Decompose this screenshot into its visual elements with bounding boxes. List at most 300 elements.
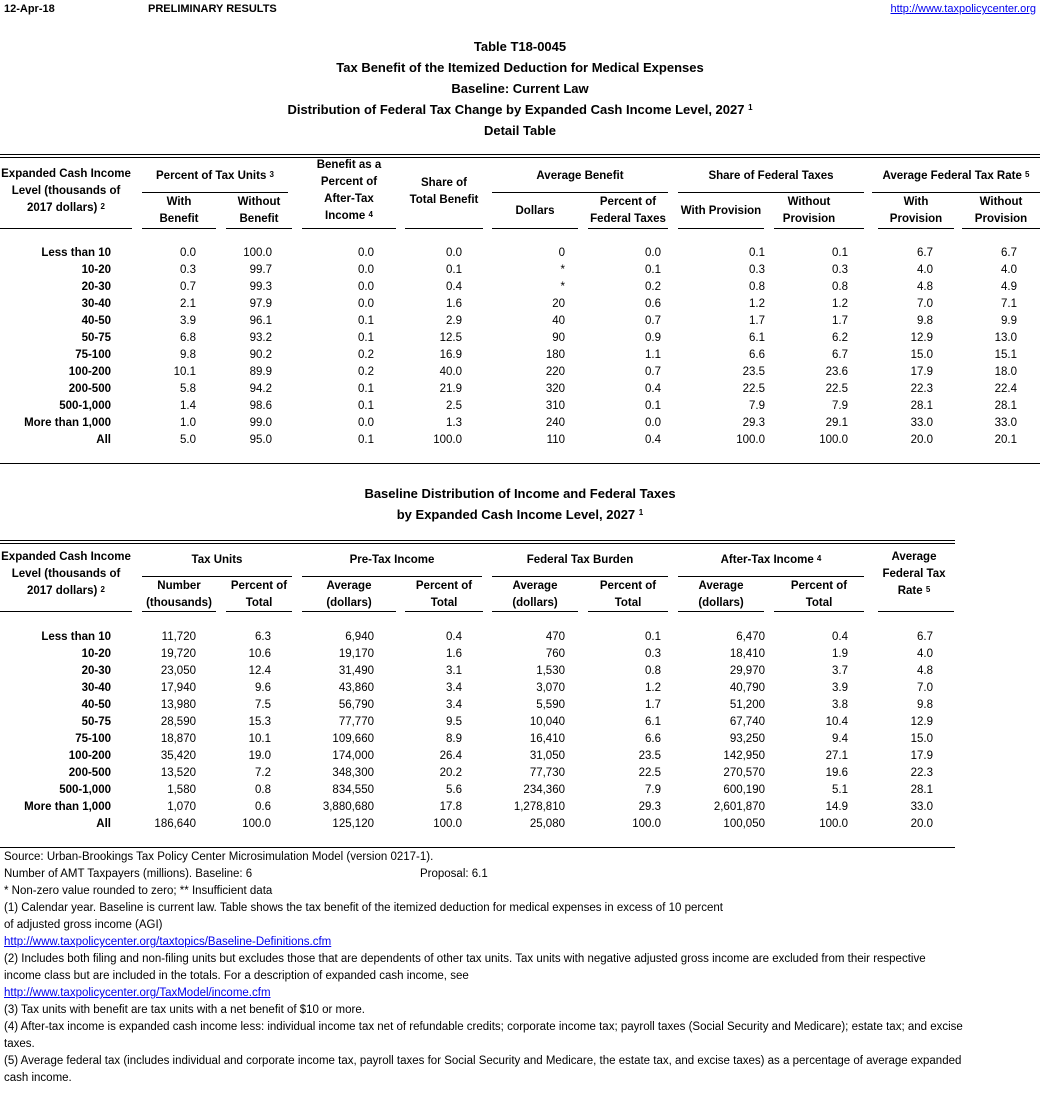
cell-value: 12.5	[439, 332, 462, 344]
row-label: All	[96, 434, 111, 446]
cell-value: 4.8	[917, 281, 933, 293]
t1-col-share-fed: Share of Federal Taxes	[708, 170, 834, 182]
cell-value: 90.2	[249, 349, 272, 361]
cell-value: 470	[545, 631, 565, 643]
table1-top-rule	[0, 154, 1040, 158]
report-date: 12-Apr-18	[4, 3, 55, 15]
t1-col-share-benefit: Share of Total Benefit	[409, 177, 479, 206]
cell-value: 4.9	[1001, 281, 1017, 293]
table-row	[0, 245, 1040, 262]
t1-col-rate-with: With Provision	[889, 196, 943, 225]
cell-value: 0.1	[358, 383, 374, 395]
website-link[interactable]: http://www.taxpolicycenter.org	[890, 3, 1036, 15]
cell-value: 6.7	[1001, 247, 1017, 259]
baseline-label: Baseline: Current Law	[451, 81, 589, 96]
cell-value: 320	[545, 383, 565, 395]
cell-value: 9.6	[255, 682, 271, 694]
cell-value: 20.0	[910, 434, 933, 446]
cell-value: 125,120	[332, 818, 374, 830]
cell-value: 7.0	[917, 298, 933, 310]
cell-value: 16,410	[529, 733, 565, 745]
footnotes	[4, 849, 1038, 1087]
cell-value: 22.3	[910, 767, 933, 779]
cell-value: 0.8	[645, 665, 661, 677]
cell-value: 93.2	[249, 332, 272, 344]
row-label: 100-200	[68, 366, 111, 378]
page-header	[4, 3, 1036, 19]
cell-value: 0.3	[749, 264, 765, 276]
table-row	[0, 381, 1040, 398]
t2-col-burden-avg: Average (dollars)	[512, 580, 558, 609]
table-row	[0, 364, 1040, 381]
table-row	[0, 714, 1040, 731]
cell-value: 348,300	[332, 767, 374, 779]
cell-value: 834,550	[332, 784, 374, 796]
cell-value: 98.6	[249, 400, 272, 412]
table-titles	[0, 36, 1040, 141]
cell-value: 3.1	[446, 665, 462, 677]
cell-value: 9.5	[446, 716, 462, 728]
footnote-5: (5) Average federal tax (includes individual and corporate income tax, payroll taxes for Social Security and Medicare, the estate tax, and excise taxes) as a percentage of average expanded	[4, 1055, 962, 1067]
t1-col-with-benefit: With Benefit	[159, 196, 199, 225]
cell-value: 23.5	[742, 366, 765, 378]
row-label: 30-40	[81, 298, 111, 310]
cell-value: 10.1	[248, 733, 271, 745]
footnote-3: (3) Tax units with benefit are tax units with a net benefit of $10 or more.	[4, 1004, 365, 1016]
cell-value: 0.1	[358, 434, 374, 446]
footnote-4: (4) After-tax income is expanded cash income less: individual income tax net of refundable credits; corporate income tax; payroll taxes (Social Security and Medicare); estate tax; and excise	[4, 1021, 963, 1033]
cell-value: 186,640	[154, 818, 196, 830]
table-row	[0, 799, 1040, 816]
table2-subtitle: by Expanded Cash Income Level, 2027 $^1$	[396, 507, 644, 522]
cell-value: 0.2	[645, 281, 661, 293]
cell-value: 1.2	[832, 298, 848, 310]
table-row	[0, 646, 1040, 663]
cell-value: 23.6	[825, 366, 848, 378]
cell-value: 0.9	[645, 332, 661, 344]
cell-value: 0.1	[749, 247, 765, 259]
row-label: More than 1,000	[24, 801, 111, 813]
cell-value: 25,080	[529, 818, 565, 830]
cell-value: 29.3	[742, 417, 765, 429]
footnote-4-cont: taxes.	[4, 1038, 35, 1050]
cell-value: 28,590	[160, 716, 196, 728]
cell-value: 23,050	[160, 665, 196, 677]
cell-value: 22.5	[825, 383, 848, 395]
cell-value: 18,410	[729, 648, 765, 660]
cell-value: 0.0	[358, 281, 374, 293]
cell-value: 1.6	[446, 648, 462, 660]
cell-value: 29.3	[638, 801, 661, 813]
cell-value: 1.0	[180, 417, 196, 429]
table-row	[0, 347, 1040, 364]
cell-value: 12.9	[910, 716, 933, 728]
cell-value: 220	[545, 366, 565, 378]
table-row	[0, 313, 1040, 330]
table2-title: Baseline Distribution of Income and Federal Taxes	[364, 486, 676, 501]
cell-value: 0.1	[645, 264, 661, 276]
table-row	[0, 697, 1040, 714]
cell-value: 0.0	[358, 298, 374, 310]
cell-value: 0.0	[358, 247, 374, 259]
row-label: 100-200	[68, 750, 111, 762]
cell-value: 0.2	[358, 366, 374, 378]
t1-col-dollars: Dollars	[515, 205, 555, 217]
cell-value: 4.0	[917, 264, 933, 276]
cell-value: 15.3	[248, 716, 271, 728]
cell-value: 6.6	[749, 349, 765, 361]
cell-value: 0.2	[358, 349, 374, 361]
cell-value: 22.4	[994, 383, 1017, 395]
cell-value: 13,520	[160, 767, 196, 779]
row-label: 40-50	[81, 699, 111, 711]
cell-value: 99.3	[249, 281, 272, 293]
cell-value: 0.8	[832, 281, 848, 293]
cell-value: 3.9	[832, 682, 848, 694]
cell-value: 142,950	[723, 750, 765, 762]
cell-value: *	[560, 264, 565, 276]
table-row	[0, 765, 1040, 782]
cell-value: 7.1	[1001, 298, 1017, 310]
status-label: PRELIMINARY RESULTS	[148, 3, 277, 15]
cell-value: 0.0	[645, 417, 661, 429]
cell-value: 10.6	[248, 648, 271, 660]
cell-value: 5.8	[180, 383, 196, 395]
cell-value: 0.6	[255, 801, 271, 813]
t1-col-with-provision: With Provision	[680, 205, 762, 217]
t2-col-aftertax-pct: Percent of Total	[790, 580, 848, 609]
cell-value: 26.4	[439, 750, 462, 762]
footnote-1-cont: of adjusted gross income (AGI)	[4, 919, 163, 931]
row-label: 10-20	[81, 648, 111, 660]
cell-value: 22.3	[910, 383, 933, 395]
t2-col-fed-burden: Federal Tax Burden	[526, 554, 634, 566]
t2-col-income-level: Expanded Cash Income Level (thousands of 2017 dollars) $^2$	[1, 551, 131, 597]
cell-value: 0.1	[358, 332, 374, 344]
cell-value: 2.1	[180, 298, 196, 310]
t2-col-pretax-avg: Average (dollars)	[326, 580, 372, 609]
cell-value: 6,940	[345, 631, 374, 643]
cell-value: 89.9	[249, 366, 272, 378]
cell-value: 0.0	[358, 264, 374, 276]
row-label: 10-20	[81, 264, 111, 276]
cell-value: 0.7	[645, 315, 661, 327]
table-row	[0, 816, 1040, 833]
cell-value: 51,200	[729, 699, 765, 711]
cell-value: 1.4	[180, 400, 196, 412]
cell-value: 18,870	[160, 733, 196, 745]
cell-value: 23.5	[638, 750, 661, 762]
cell-value: 9.9	[1001, 315, 1017, 327]
cell-value: 77,770	[338, 716, 374, 728]
cell-value: 110	[546, 434, 565, 446]
table-row	[0, 680, 1040, 697]
t2-col-aftertax: After-Tax Income $^4$	[720, 554, 822, 566]
cell-value: 1.9	[832, 648, 848, 660]
table-row	[0, 731, 1040, 748]
cell-value: 1.3	[446, 417, 462, 429]
cell-value: 0.4	[645, 383, 661, 395]
t1-col-without-benefit: Without Benefit	[237, 196, 281, 225]
table-row	[0, 629, 1040, 646]
cell-value: 3.4	[446, 682, 462, 694]
cell-value: 56,790	[338, 699, 374, 711]
cell-value: 17.9	[910, 750, 933, 762]
cell-value: 19,720	[160, 648, 196, 660]
cell-value: 100.0	[433, 434, 462, 446]
cell-value: 0.1	[645, 631, 661, 643]
cell-value: 15.0	[910, 349, 933, 361]
t2-col-aftertax-avg: Average (dollars)	[698, 580, 744, 609]
cell-value: 0.7	[645, 366, 661, 378]
cell-value: 13.0	[994, 332, 1017, 344]
cell-value: 2.5	[446, 400, 462, 412]
cell-value: 0.3	[180, 264, 196, 276]
cell-value: 0.4	[832, 631, 848, 643]
cell-value: 3.8	[832, 699, 848, 711]
cell-value: 16.9	[439, 349, 462, 361]
cell-value: 100.0	[243, 247, 272, 259]
cell-value: 0	[558, 247, 565, 259]
t2-col-tax-units: Tax Units	[191, 554, 243, 566]
cell-value: 90	[552, 332, 565, 344]
cell-value: 234,360	[523, 784, 565, 796]
cell-value: 7.9	[832, 400, 848, 412]
t1-col-avg-benefit: Average Benefit	[536, 170, 624, 182]
cell-value: 95.0	[249, 434, 272, 446]
cell-value: 1.7	[645, 699, 661, 711]
cell-value: 19,170	[338, 648, 374, 660]
cell-value: 20.1	[994, 434, 1017, 446]
cell-value: 6.2	[832, 332, 848, 344]
t1-col-pct-units: Percent of Tax Units $^3$	[156, 170, 274, 182]
cell-value: 1,580	[167, 784, 196, 796]
cell-value: 6.7	[832, 349, 848, 361]
legend-note: * Non-zero value rounded to zero; ** Insufficient data	[4, 885, 273, 897]
cell-value: 10,040	[529, 716, 565, 728]
row-label: 200-500	[68, 383, 111, 395]
table-row	[0, 398, 1040, 415]
cell-value: 13,980	[160, 699, 196, 711]
row-label: Less than 10	[41, 247, 111, 259]
cell-value: 22.5	[742, 383, 765, 395]
cell-value: 0.8	[255, 784, 271, 796]
cell-value: 7.9	[749, 400, 765, 412]
table-row	[0, 330, 1040, 347]
cell-value: 17.8	[439, 801, 462, 813]
cell-value: 0.0	[180, 247, 196, 259]
cell-value: 0.1	[358, 400, 374, 412]
cell-value: 10.1	[173, 366, 196, 378]
row-label: 40-50	[81, 315, 111, 327]
footnote-1: (1) Calendar year. Baseline is current law. Table shows the tax benefit of the itemized deduction for medical expenses in excess of 10 percent	[4, 902, 723, 914]
t2-col-units-pct: Percent of Total	[230, 580, 288, 609]
table2-top-rule	[0, 540, 955, 544]
cell-value: 1.2	[749, 298, 765, 310]
cell-value: 174,000	[332, 750, 374, 762]
footnote-2-cont: income class but are included in the totals. For a description of expanded cash income, see	[4, 970, 469, 982]
table-row	[0, 415, 1040, 432]
cell-value: 7.9	[645, 784, 661, 796]
cell-value: 5.0	[180, 434, 196, 446]
cell-value: 6.8	[180, 332, 196, 344]
cell-value: 6.7	[917, 631, 933, 643]
table-row	[0, 262, 1040, 279]
cell-value: 109,660	[332, 733, 374, 745]
row-label: 30-40	[81, 682, 111, 694]
cell-value: 67,740	[729, 716, 765, 728]
cell-value: 4.8	[917, 665, 933, 677]
table-row	[0, 663, 1040, 680]
cell-value: 0.4	[645, 434, 661, 446]
cell-value: 10.4	[825, 716, 848, 728]
cell-value: 2,601,870	[713, 801, 765, 813]
cell-value: 6.3	[255, 631, 271, 643]
table-subtitle: Distribution of Federal Tax Change by Expanded Cash Income Level, 2027 $^1$	[287, 102, 753, 117]
cell-value: 100.0	[736, 434, 765, 446]
cell-value: 40	[552, 315, 565, 327]
cell-value: 9.8	[917, 699, 933, 711]
row-label: More than 1,000	[24, 417, 111, 429]
t2-col-pretax-pct: Percent of Total	[415, 580, 473, 609]
t1-col-without-provision: Without Provision	[782, 196, 836, 225]
cell-value: 1.6	[446, 298, 462, 310]
cell-value: 43,860	[338, 682, 374, 694]
cell-value: 0.6	[645, 298, 661, 310]
cell-value: 7.5	[255, 699, 271, 711]
cell-value: 20.0	[910, 818, 933, 830]
t2-col-avg-rate: Average Federal Tax Rate $^5$	[882, 551, 946, 597]
cell-value: 0.1	[832, 247, 848, 259]
cell-value: 240	[545, 417, 565, 429]
cell-value: 5,590	[536, 699, 565, 711]
row-label: 75-100	[75, 733, 111, 745]
cell-value: 2.9	[446, 315, 462, 327]
cell-value: 7.2	[255, 767, 271, 779]
cell-value: 9.8	[917, 315, 933, 327]
table-row	[0, 279, 1040, 296]
cell-value: 1,530	[536, 665, 565, 677]
cell-value: 93,250	[729, 733, 765, 745]
row-label: Less than 10	[41, 631, 111, 643]
cell-value: 9.4	[832, 733, 848, 745]
t1-col-income-level: Expanded Cash Income Level (thousands of 2017 dollars) $^2$	[1, 168, 131, 214]
cell-value: 15.0	[910, 733, 933, 745]
baseline-definitions-link[interactable]: http://www.taxpolicycenter.org/taxtopics/Baseline-Definitions.cfm	[4, 936, 332, 948]
cell-value: 180	[545, 349, 565, 361]
cell-value: 6.7	[917, 247, 933, 259]
cell-value: 99.0	[249, 417, 272, 429]
cell-value: 19.0	[248, 750, 271, 762]
cell-value: 1.7	[749, 315, 765, 327]
cell-value: 96.1	[249, 315, 272, 327]
row-label: 200-500	[68, 767, 111, 779]
cell-value: 760	[545, 648, 565, 660]
row-label: 50-75	[81, 332, 111, 344]
cell-value: 100.0	[433, 818, 462, 830]
cell-value: 100,050	[723, 818, 765, 830]
cell-value: 17,940	[160, 682, 196, 694]
cell-value: 3,880,680	[322, 801, 374, 813]
t2-col-burden-pct: Percent of Total	[599, 580, 657, 609]
cell-value: 22.5	[638, 767, 661, 779]
cell-value: 0.1	[645, 400, 661, 412]
cell-value: 29,970	[729, 665, 765, 677]
cell-value: 270,570	[723, 767, 765, 779]
cell-value: 6.6	[645, 733, 661, 745]
cell-value: 14.9	[825, 801, 848, 813]
cell-value: *	[560, 281, 565, 293]
detail-label: Detail Table	[483, 123, 556, 138]
cell-value: 40.0	[439, 366, 462, 378]
cell-value: 0.1	[446, 264, 462, 276]
cell-value: 11,720	[161, 631, 196, 643]
cell-value: 28.1	[994, 400, 1017, 412]
cell-value: 4.0	[1001, 264, 1017, 276]
income-definition-link[interactable]: http://www.taxpolicycenter.org/TaxModel/income.cfm	[4, 987, 271, 999]
row-label: 50-75	[81, 716, 111, 728]
cell-value: 12.4	[248, 665, 271, 677]
cell-value: 33.0	[910, 417, 933, 429]
t2-col-number: Number (thousands)	[146, 580, 212, 609]
t1-col-pct-fed: Percent of Federal Taxes	[590, 196, 666, 225]
cell-value: 6.1	[749, 332, 765, 344]
cell-value: 100.0	[819, 818, 848, 830]
table1-bottom-rule	[0, 463, 1040, 464]
cell-value: 0.7	[180, 281, 196, 293]
table2-titles	[0, 483, 1040, 525]
table-title: Tax Benefit of the Itemized Deduction for Medical Expenses	[336, 60, 704, 75]
cell-value: 0.8	[749, 281, 765, 293]
cell-value: 5.1	[832, 784, 848, 796]
cell-value: 1.1	[645, 349, 661, 361]
t1-col-avg-rate: Average Federal Tax Rate $^5$	[882, 170, 1030, 182]
cell-value: 100.0	[819, 434, 848, 446]
cell-value: 7.0	[917, 682, 933, 694]
footnote-2: (2) Includes both filing and non-filing units but excludes those that are dependents of other tax units. Tax units with negative adjusted gross income are excluded from their respective	[4, 953, 926, 965]
cell-value: 99.7	[249, 264, 272, 276]
cell-value: 27.1	[825, 750, 848, 762]
cell-value: 6,470	[736, 631, 765, 643]
cell-value: 3.7	[832, 665, 848, 677]
cell-value: 15.1	[994, 349, 1017, 361]
cell-value: 3.4	[446, 699, 462, 711]
cell-value: 77,730	[529, 767, 565, 779]
cell-value: 600,190	[723, 784, 765, 796]
cell-value: 5.6	[446, 784, 462, 796]
cell-value: 18.0	[994, 366, 1017, 378]
cell-value: 0.4	[446, 631, 462, 643]
cell-value: 0.0	[645, 247, 661, 259]
cell-value: 0.1	[358, 315, 374, 327]
row-label: 75-100	[75, 349, 111, 361]
row-label: All	[96, 818, 111, 830]
cell-value: 40,790	[729, 682, 765, 694]
table2-bottom-rule	[0, 847, 955, 848]
table-row	[0, 782, 1040, 799]
cell-value: 1,070	[167, 801, 196, 813]
amt-note: Number of AMT Taxpayers (millions). Baseline: 6 Proposal: 6.1	[4, 868, 488, 880]
table-id: Table T18-0045	[473, 39, 567, 54]
row-label: 20-30	[81, 281, 111, 293]
cell-value: 28.1	[910, 784, 933, 796]
cell-value: 4.0	[917, 648, 933, 660]
cell-value: 33.0	[994, 417, 1017, 429]
cell-value: 0.4	[446, 281, 462, 293]
row-label: 500-1,000	[59, 784, 111, 796]
cell-value: 28.1	[910, 400, 933, 412]
table-row	[0, 748, 1040, 765]
